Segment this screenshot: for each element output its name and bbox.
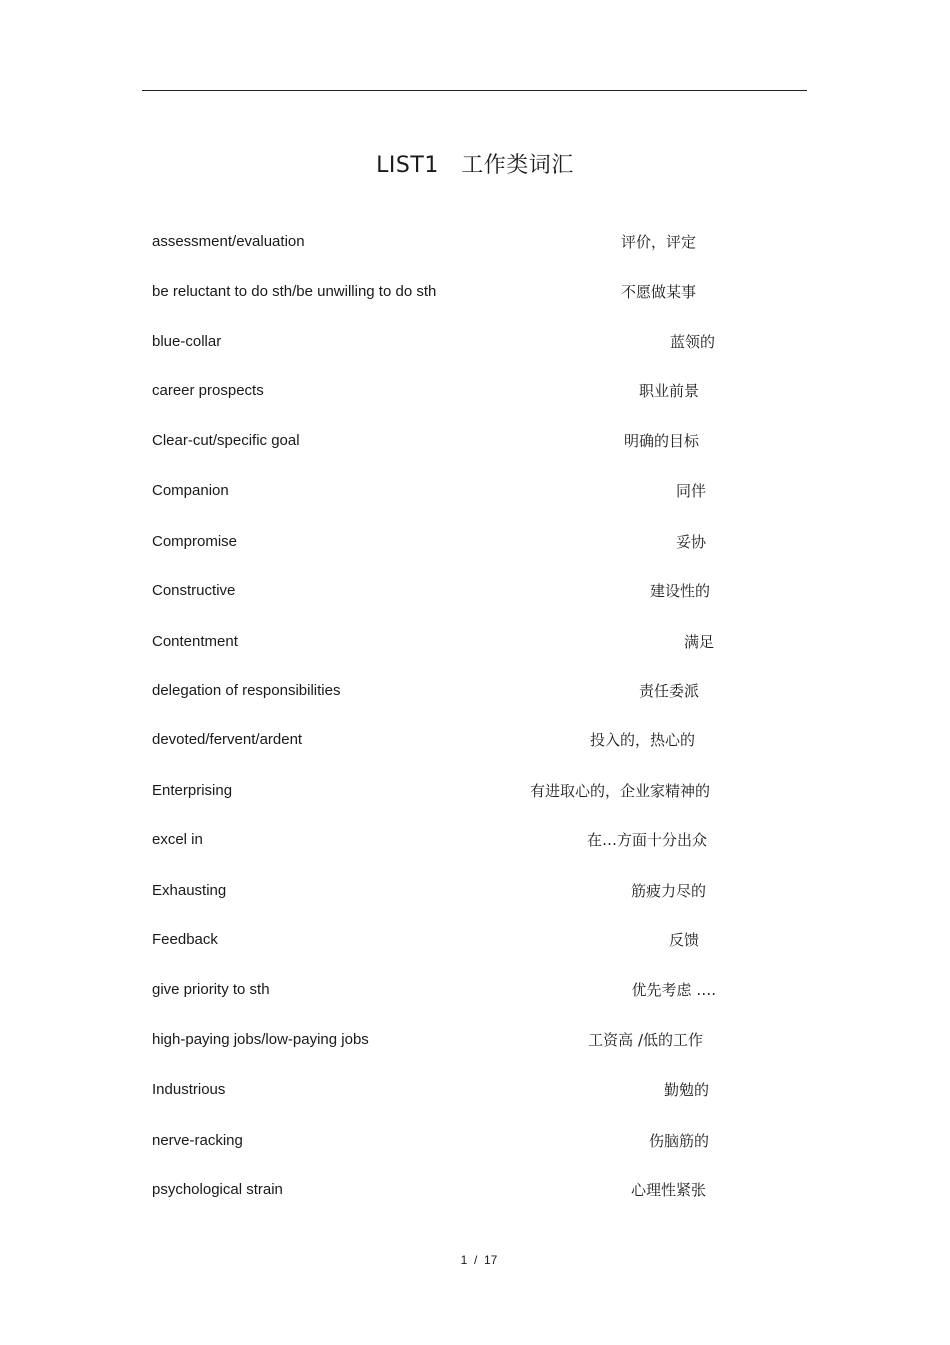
vocab-term: high-paying jobs/low-paying jobs — [152, 1031, 369, 1048]
vocab-row — [0, 428, 950, 454]
vocab-row — [0, 727, 950, 753]
vocab-row — [0, 578, 950, 604]
vocab-meaning: 有进取心的，企业家精神的 — [529, 782, 710, 800]
vocab-meaning: 优先考虑 ….​ — [631, 981, 716, 999]
vocab-meaning: 明确的目标 — [623, 432, 699, 450]
vocab-row — [0, 1027, 950, 1053]
vocab-meaning: 工资高 /低的工作 — [588, 1031, 703, 1049]
vocab-row — [0, 778, 950, 804]
vocab-term: devoted/fervent/ardent — [152, 731, 303, 748]
vocab-meaning: 职业前景 — [638, 382, 699, 400]
vocab-meaning: 评价，评定 — [620, 233, 696, 251]
vocab-meaning: 筋疲力尽的 — [630, 882, 706, 900]
vocab-term: give priority to sth — [152, 981, 270, 998]
vocab-meaning: 心理性紧张 — [630, 1181, 706, 1199]
vocab-term: nerve-racking — [152, 1132, 243, 1149]
vocab-meaning: 责任委派 — [638, 682, 699, 700]
vocab-meaning: 勤勉的 — [663, 1081, 709, 1099]
vocab-term: Industrious — [152, 1081, 226, 1098]
vocab-term: Clear-cut/specific goal — [152, 432, 300, 449]
vocab-term: career prospects — [152, 382, 264, 399]
vocab-row — [0, 977, 950, 1003]
page-title: LIST1 工作类词汇 — [376, 153, 574, 178]
vocab-meaning: 反馈 — [668, 931, 699, 949]
vocab-row — [0, 279, 950, 305]
vocab-term: Companion — [152, 482, 229, 499]
vocab-row — [0, 927, 950, 953]
vocab-meaning: 不愿做某事 — [620, 283, 696, 301]
vocab-row — [0, 329, 950, 355]
vocab-meaning: 投入的，热心的 — [589, 731, 695, 749]
vocab-term: delegation of responsibilities — [152, 682, 341, 699]
vocab-row — [0, 529, 950, 555]
vocab-row — [0, 678, 950, 704]
vocab-row — [0, 378, 950, 404]
page-number: 1 / 17 — [460, 1253, 498, 1267]
vocab-meaning: 在…方面十分出众 — [586, 831, 707, 849]
vocab-term: excel in — [152, 831, 203, 848]
vocab-meaning: 建设性的 — [649, 582, 710, 600]
vocab-term: Feedback — [152, 931, 218, 948]
vocab-term: Enterprising — [152, 782, 233, 799]
vocab-row — [0, 878, 950, 904]
vocab-row — [0, 1077, 950, 1103]
vocab-row — [0, 827, 950, 853]
vocab-meaning: 满足 — [683, 633, 714, 651]
vocab-meaning: 伤脑筋的 — [648, 1132, 709, 1150]
vocab-row — [0, 1128, 950, 1154]
vocab-meaning: 蓝领的 — [669, 333, 715, 351]
vocab-row — [0, 1177, 950, 1203]
vocab-term: Contentment — [152, 633, 238, 650]
vocab-term: psychological strain — [152, 1181, 283, 1198]
vocab-term: be reluctant to do sth/be unwilling to do sth — [152, 283, 437, 300]
vocab-meaning: 妥协 — [675, 533, 706, 551]
vocab-row — [0, 629, 950, 655]
vocab-meaning: 同伴 — [675, 482, 706, 500]
vocab-term: assessment/evaluation — [152, 233, 305, 250]
vocab-row — [0, 229, 950, 255]
vocab-term: Compromise — [152, 533, 238, 550]
vocab-row — [0, 478, 950, 504]
vocab-term: Constructive — [152, 582, 236, 599]
vocab-term: Exhausting — [152, 882, 227, 899]
vocab-term: blue-collar — [152, 333, 222, 350]
